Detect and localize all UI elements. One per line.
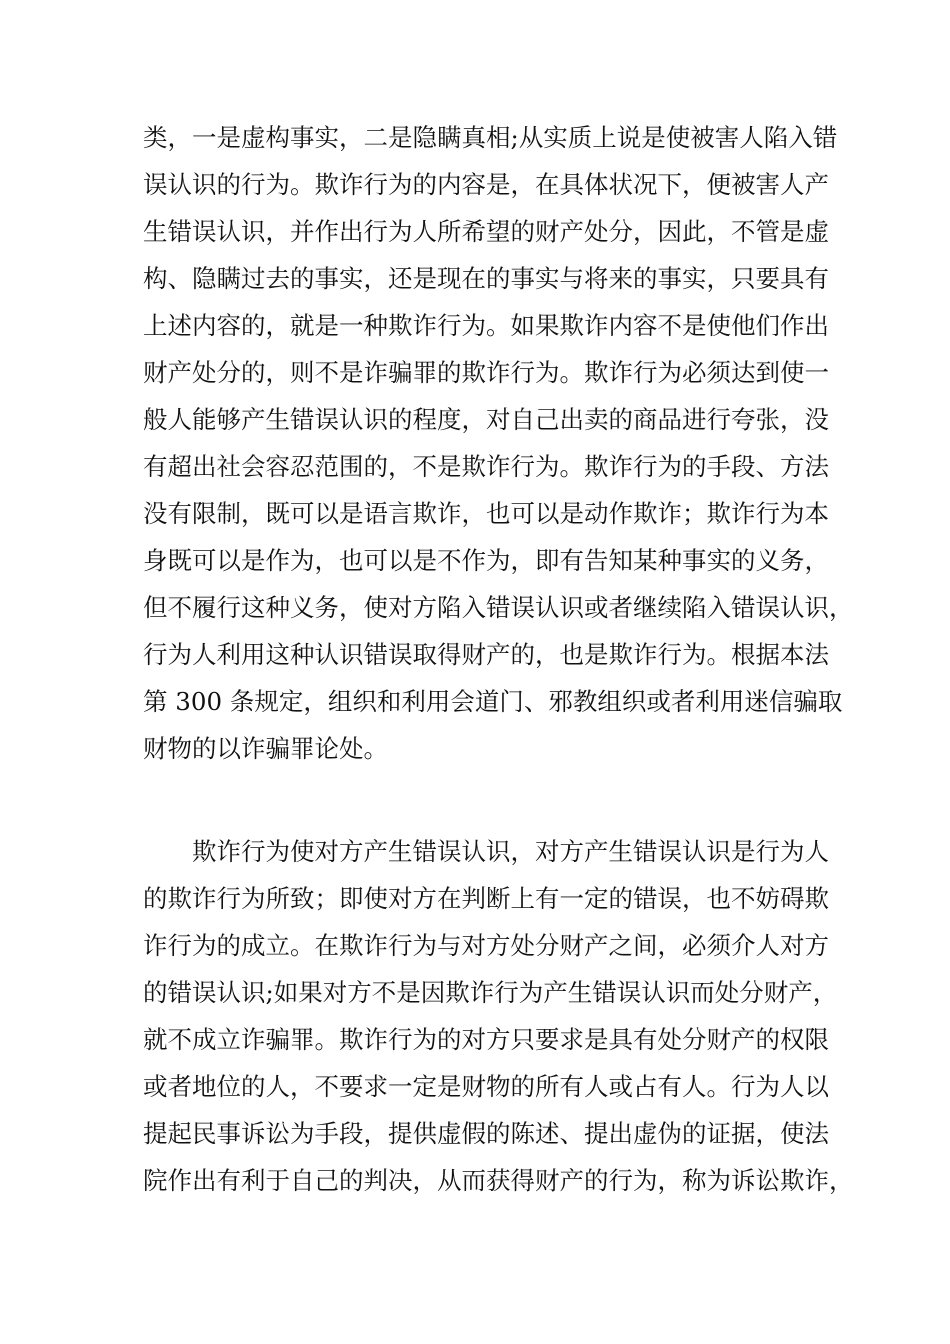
text-line: 但不履行这种义务，使对方陷入错误认识或者继续陷入错误认识， — [143, 593, 854, 622]
text-line: 或者地位的人，不要求一定是财物的所有人或占有人。行为人以 — [143, 1072, 829, 1101]
text-line: 就不成立诈骗罪。欺诈行为的对方只要求是具有处分财产的权限 — [143, 1025, 829, 1054]
text-line: 有超出社会容忍范围的，不是欺诈行为。欺诈行为的手段、方法 — [143, 452, 829, 481]
text-line: 的错误认识;如果对方不是因欺诈行为产生错误认识而处分财产， — [143, 978, 838, 1007]
text-line: 财物的以诈骗罪论处。 — [143, 734, 388, 763]
text-line: 财产处分的，则不是诈骗罪的欺诈行为。欺诈行为必须达到使一 — [143, 358, 829, 387]
text-line: 构、隐瞒过去的事实，还是现在的事实与将来的事实，只要具有 — [143, 264, 829, 293]
text-line: 提起民事诉讼为手段，提供虚假的陈述、提出虚伪的证据，使法 — [143, 1119, 829, 1148]
text-line: 院作出有利于自己的判决，从而获得财产的行为，称为诉讼欺诈， — [143, 1166, 854, 1195]
text-line: 第 300 条规定，组织和利用会道门、邪教组织或者利用迷信骗取 — [143, 687, 843, 716]
text-line: 诈行为的成立。在欺诈行为与对方处分财产之间，必须介人对方 — [143, 931, 829, 960]
text-line: 的欺诈行为所致；即使对方在判断上有一定的错误，也不妨碍欺 — [143, 884, 829, 913]
text-line: 生错误认识，并作出行为人所希望的财产处分，因此，不管是虚 — [143, 217, 829, 246]
paragraph-1 — [143, 114, 854, 772]
text-line: 没有限制，既可以是语言欺诈，也可以是动作欺诈；欺诈行为本 — [143, 499, 829, 528]
text-line: 上述内容的，就是一种欺诈行为。如果欺诈内容不是使他们作出 — [143, 311, 829, 340]
text-line: 身既可以是作为，也可以是不作为，即有告知某种事实的义务， — [143, 546, 829, 575]
text-line: 般人能够产生错误认识的程度，对自己出卖的商品进行夸张，没 — [143, 405, 829, 434]
text-line: 类，一是虚构事实，二是隐瞒真相;从实质上说是使被害人陷入错 — [143, 123, 838, 152]
paragraph-2 — [143, 828, 854, 1204]
text-line: 欺诈行为使对方产生错误认识，对方产生错误认识是行为人 — [192, 837, 829, 866]
text-line: 误认识的行为。欺诈行为的内容是，在具体状况下，便被害人产 — [143, 170, 829, 199]
text-line: 行为人利用这种认识错误取得财产的，也是欺诈行为。根据本法 — [143, 640, 829, 669]
